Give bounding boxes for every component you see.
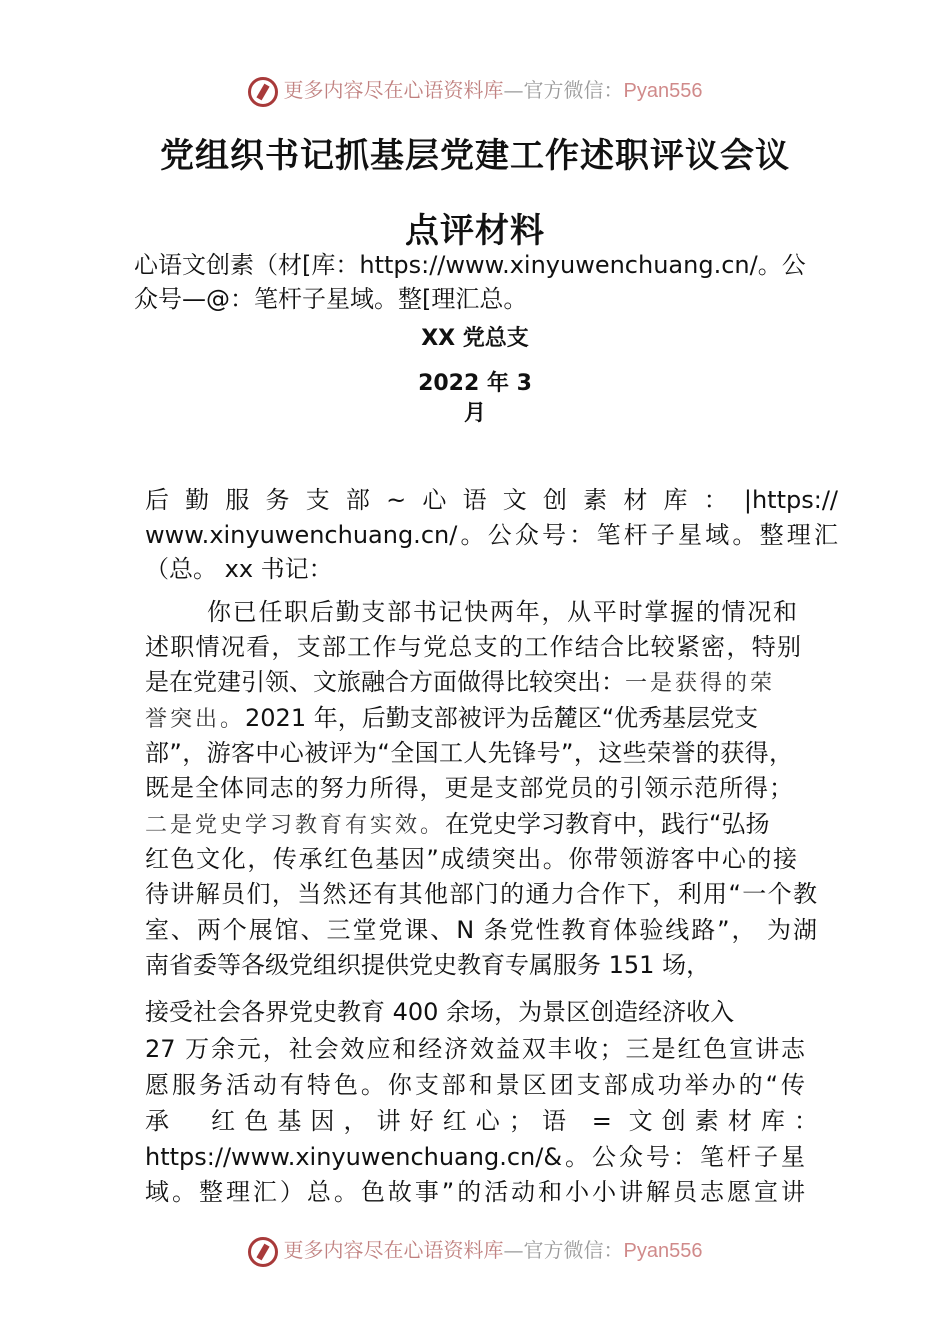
watermark-wechat-id: Pyan556 [623,1240,703,1262]
body-line: 承 红色基因，讲好红心；语 = 文创素材库： [145,1107,818,1135]
watermark-wechat-id: Pyan556 [623,80,703,102]
date-month: 月 [463,401,486,426]
watermark-wechat-label: —官方微信： [503,1238,624,1262]
body-line: 域。整理汇）总。色故事”的活动和小小讲解员志愿宣讲 [145,1178,805,1206]
date-line: 2022 年 3 [418,371,532,396]
watermark-header [0,74,950,107]
body-line: 接受社会各界党史教育 400 余场，为景区创造经济收入 [145,998,735,1026]
source-line: 心语文创素（材[库：https://www.xinyuwenchuang.cn/。公 [134,251,806,279]
body-line [145,666,775,700]
body-line: https://www.xinyuwenchuang.cn/&。公众号：笔杆子星 [145,1143,805,1171]
body-text: 2021 年，后勤支部被评为岳麓区“优秀基层党支 [245,704,759,732]
body-line: 红色文化，传承红色基因”成绩突出。你带领游客中心的接 [145,845,797,873]
body-text-serif: 誉突出。 [145,707,246,732]
watermark-wechat-label: —官方微信： [503,78,624,102]
body-line: （总。 xx 书记： [145,555,333,583]
body-line: 南省委等各级党组织提供党史教育专属服务 151 场， [145,951,711,979]
body-text-serif: 一是获得的荣 [625,671,776,696]
body-line: 述职情况看，支部工作与党总支的工作结合比较紧密，特别 [145,633,801,661]
body-text-serif: 二是党史学习教育有实效。 [145,813,446,838]
body-line: 既是全体同志的努力所得，更是支部党员的引领示范所得； [145,774,793,802]
body-line: 待讲解员们，当然还有其他部门的通力合作下，利用“一个教 [145,880,817,908]
org-name: XX 党总支 [421,326,529,351]
source-line: 众号—@：笔杆子星域。整[理汇总。 [134,285,528,313]
body-line: 愿服务活动有特色。你支部和景区团支部成功举办的“传 [145,1071,805,1099]
watermark-footer [0,1234,950,1267]
body-line: 室、两个展馆、三堂党课、N 条党性教育体验线路”， 为湖 [145,916,817,944]
body-line: 你已任职后勤支部书记快两年，从平时掌握的情况和 [207,598,797,626]
body-text: 在党史学习教育中，践行“弘扬 [445,810,770,838]
body-line: 27 万余元，社会效应和经济效益双丰收；三是红色宣讲志 [145,1035,805,1063]
body-line: www.xinyuwenchuang.cn/。公众号：笔杆子星域。整理汇 [145,521,838,549]
body-line: 后勤服务支部~心语文创素材库：|https:// [145,486,838,514]
doc-title-line2: 点评材料 [405,211,545,251]
body-line [145,808,769,842]
watermark-text: 更多内容尽在心语资料库 [283,78,504,102]
pen-logo-icon [248,77,278,107]
body-line: 部”，游客中心被评为“全国工人先锋号”，这些荣誉的获得， [145,739,793,767]
pen-logo-icon [248,1237,278,1267]
watermark-text: 更多内容尽在心语资料库 [283,1238,504,1262]
body-text: 是在党建引领、文旅融合方面做得比较突出： [145,668,625,696]
body-line [145,702,758,736]
doc-title: 党组织书记抓基层党建工作述职评议会议 [160,136,790,176]
